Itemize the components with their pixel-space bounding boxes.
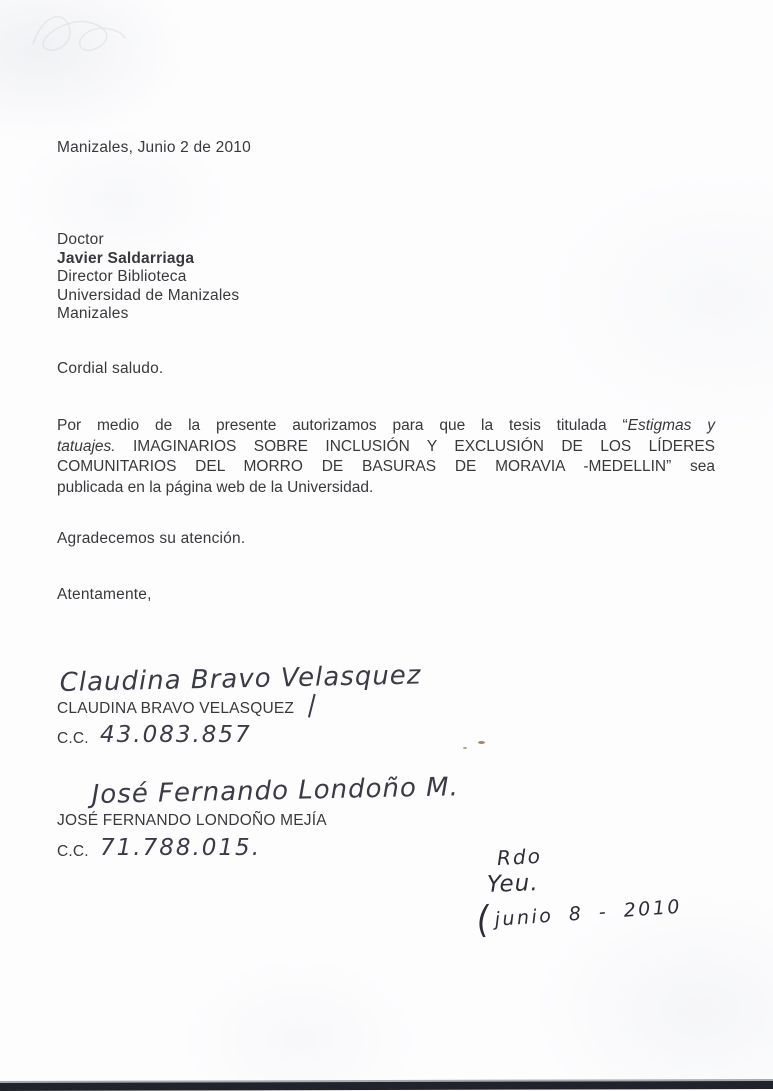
recipient-title: Director Biblioteca — [57, 268, 187, 285]
faint-pen-scribble — [25, 4, 135, 68]
recipient-name: Javier Saldarriaga — [57, 249, 195, 267]
scan-speck-small — [463, 747, 467, 749]
body-line-2 — [57, 437, 715, 458]
annotation-paren-stroke: ( — [475, 897, 494, 942]
signature-2-handwriting: José Fernando Londoño M. — [91, 772, 460, 810]
body-line-2-regular: IMAGINARIOS SOBRE INCLUSIÓN Y EXCLUSIÓN DE LOS LÍDERES — [115, 437, 715, 455]
annotation-initials: Yeu. — [486, 870, 540, 898]
letter-date: Manizales, Junio 2 de 2010 — [57, 139, 251, 156]
thesis-title-italic-part2: tatuajes. — [57, 437, 116, 455]
body-paragraph — [57, 416, 715, 498]
body-line-1-regular: Por medio de la presente autorizamos para que la tesis titulada “ — [57, 417, 628, 434]
signature-2-id-label: C.C. — [57, 843, 89, 860]
recipient-block — [57, 231, 239, 324]
recipient-institution: Universidad de Manizales — [57, 286, 240, 304]
body-line-1 — [57, 416, 715, 437]
thanks-line: Agradecemos su atención. — [57, 530, 246, 547]
signature-2-id-number-handwriting: 71.788.015. — [100, 835, 261, 861]
signature-1-handwriting: Claudina Bravo Velasquez — [59, 660, 422, 698]
scan-edge-bottom — [0, 1081, 773, 1091]
signature-1-flourish — [294, 690, 315, 717]
signature-1-id-label: C.C. — [57, 730, 89, 747]
annotation-date-text: junio 8 - 2010 — [493, 895, 683, 931]
body-line-3: COMUNITARIOS DEL MORRO DE BASURAS DE MORAVIA -MEDELLIN” sea — [57, 458, 715, 475]
thesis-title-italic-part1: Estigmas y — [627, 417, 715, 434]
recipient-salutation: Doctor — [57, 231, 104, 248]
signature-1-typed-name: CLAUDINA BRAVO VELASQUEZ — [57, 700, 295, 717]
body-line-4: publicada en la página web de la Universidad. — [57, 478, 374, 496]
signature-1-id-number-handwriting: 43.083.857 — [100, 722, 252, 748]
annotation-received: Rdo — [496, 843, 543, 871]
signature-2-typed-name: JOSÉ FERNANDO LONDOÑO MEJÍA — [57, 812, 327, 829]
scan-speck — [478, 741, 485, 744]
closing-line: Atentamente, — [57, 586, 152, 603]
recipient-city: Manizales — [57, 305, 129, 322]
greeting-line: Cordial saludo. — [57, 360, 164, 377]
